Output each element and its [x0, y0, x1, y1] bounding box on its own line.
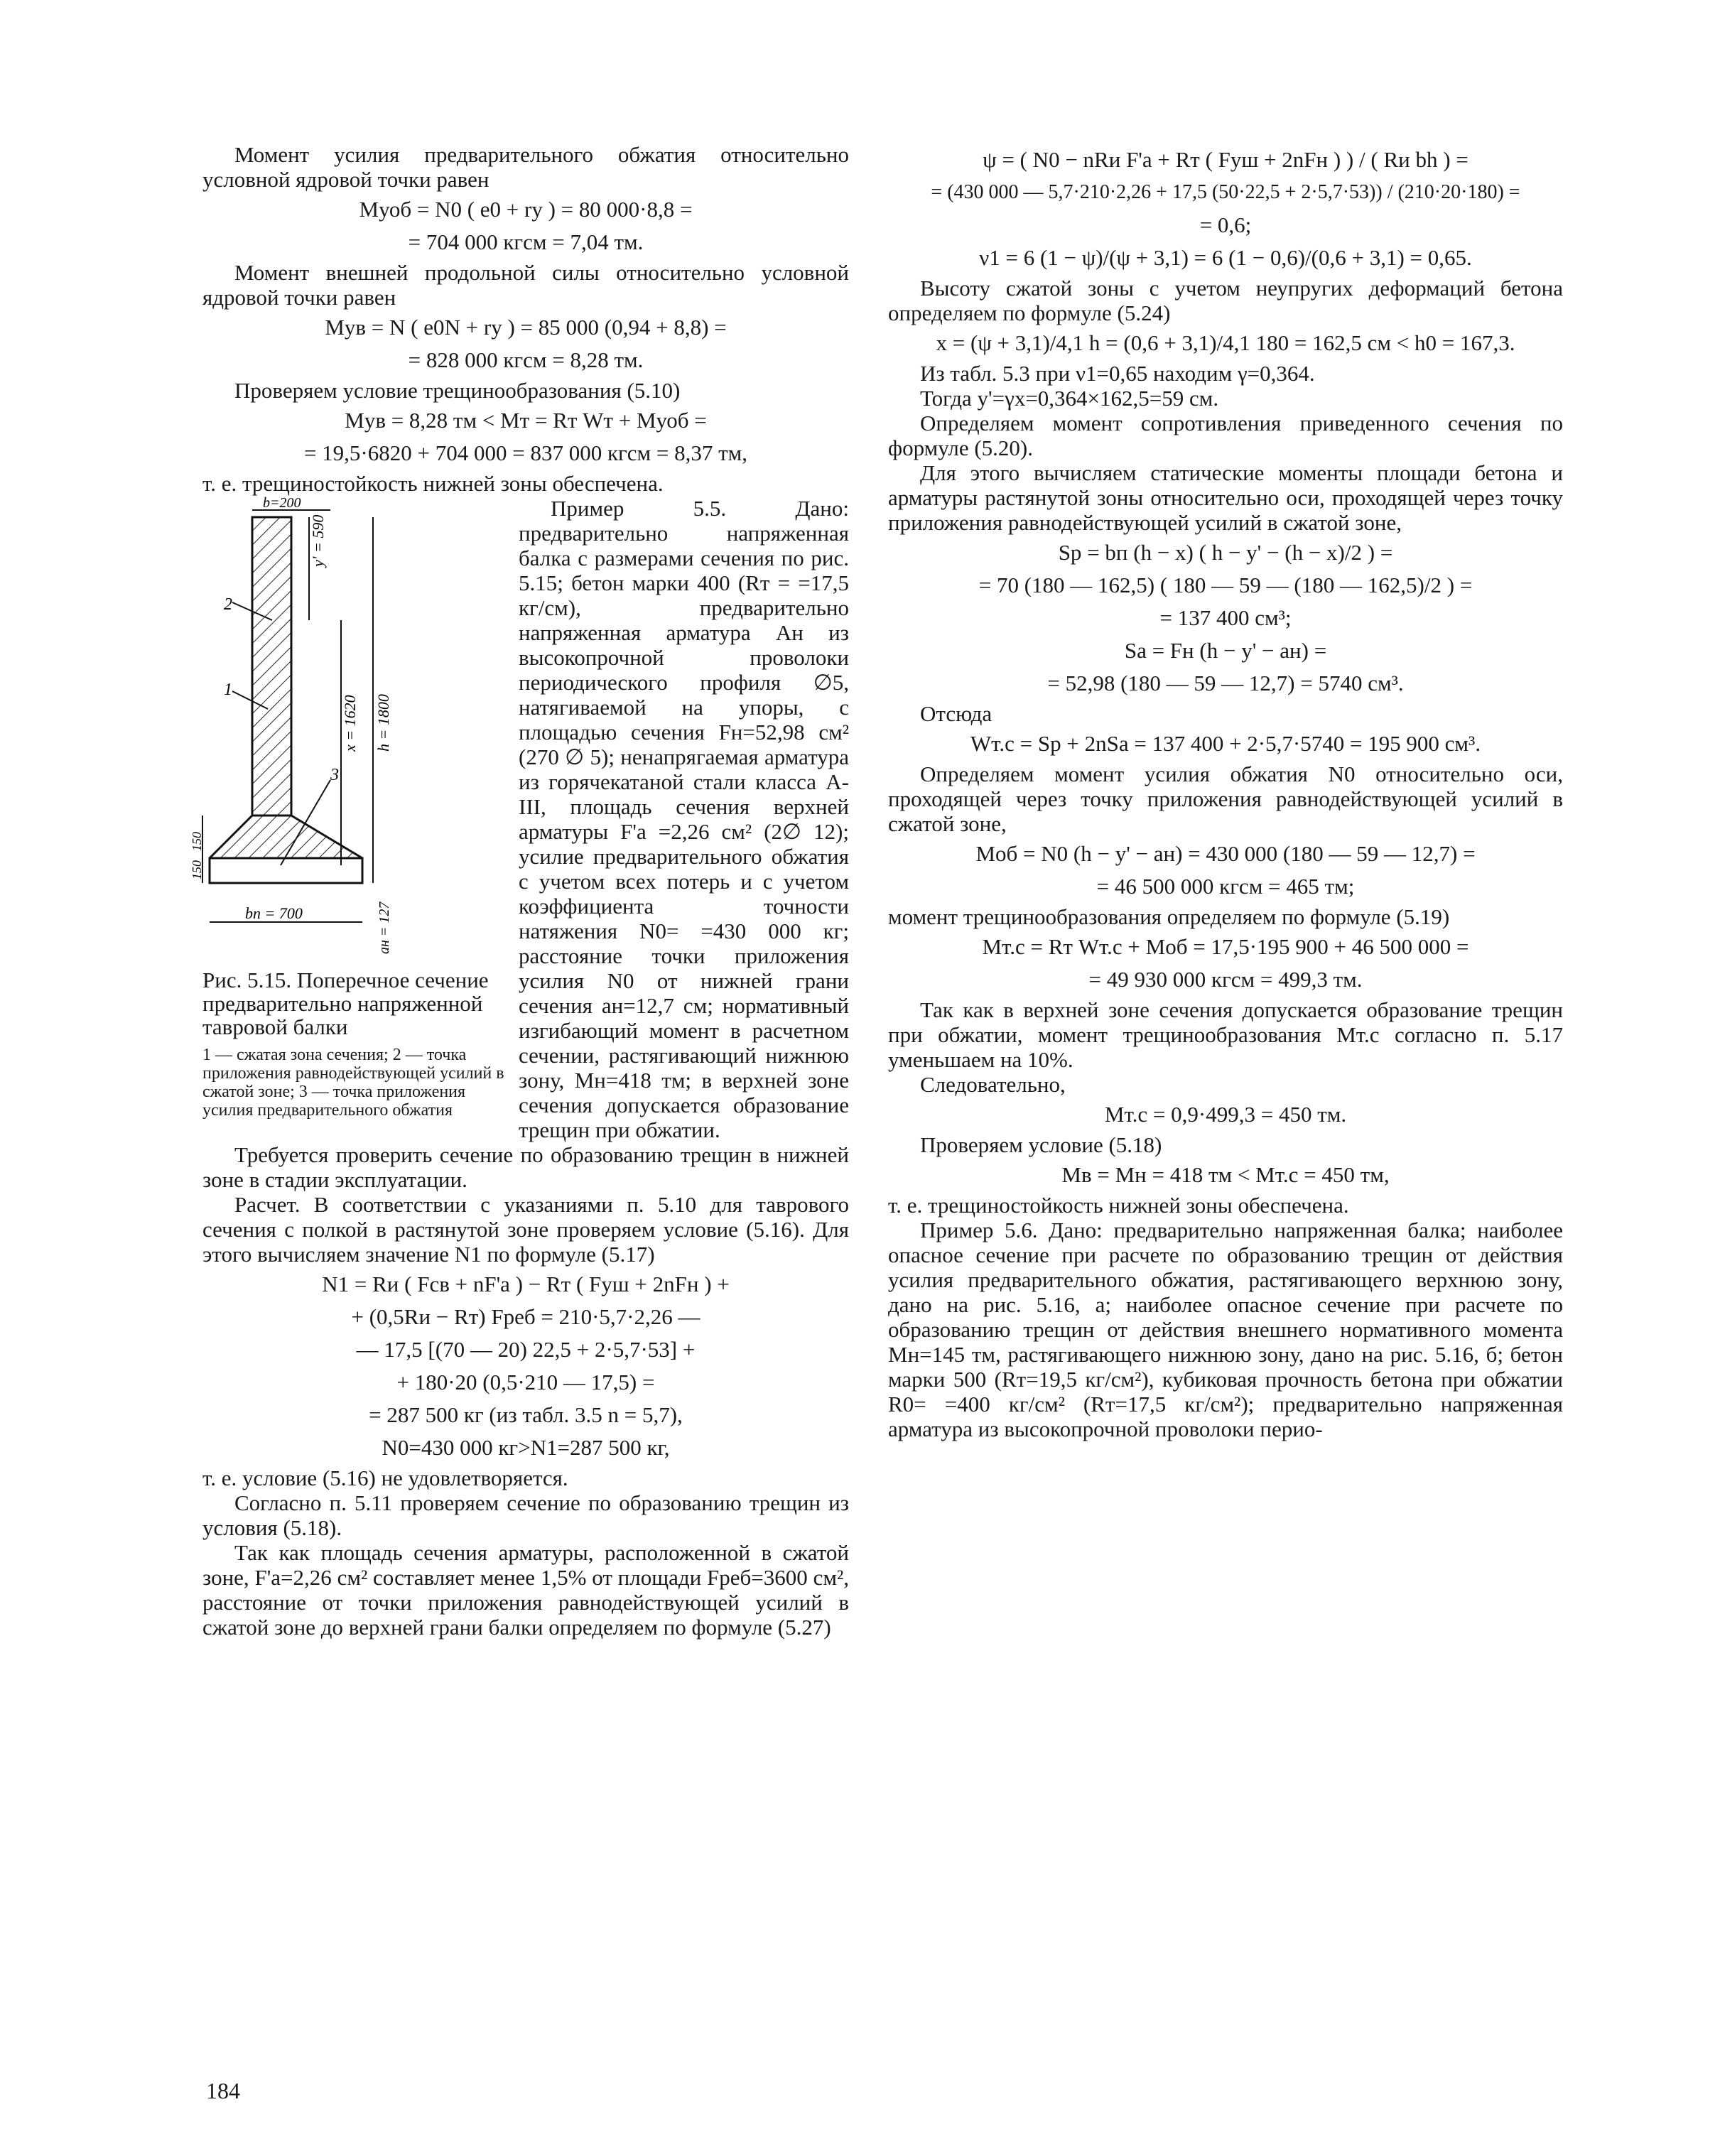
formula: + 180·20 (0,5·210 — 17,5) = — [396, 1370, 655, 1394]
formula: N0=430 000 кг>N1=287 500 кг, — [382, 1435, 670, 1460]
formula: — 17,5 [(70 — 20) 22,5 + 2·5,7·53] + — [356, 1337, 696, 1362]
formula: ν1 = 6 (1 − ψ)/(ψ + 3,1) = 6 (1 − 0,6)/(0,6 + 3,1) = 0,65. — [979, 245, 1472, 270]
web — [252, 517, 291, 816]
formula: = 137 400 см³; — [1159, 605, 1292, 630]
paragraph: Тогда y'=γx=0,364×162,5=59 см. — [920, 386, 1219, 411]
paragraph: Высоту сжатой зоны с учетом неупругих деформаций бетона определяем по формуле (5.24) — [888, 276, 1563, 325]
formula: = 46 500 000 кгсм = 465 тм; — [1096, 874, 1355, 899]
paragraph: Отсюда — [920, 701, 992, 726]
figure-caption: Рис. 5.15. Поперечное сечение предварительно напряженной тавровой балки — [202, 968, 489, 1039]
formula: = (430 000 — 5,7·210·2,26 + 17,5 (50·22,5 + 2·5,7·53)) / (210·20·180) = — [931, 181, 1520, 203]
formula: + (0,5Rи − Rт) Fреб = 210·5,7·2,26 — — [351, 1304, 701, 1329]
dim-flange-2: 150 — [190, 860, 204, 879]
formula: Mв = Mн = 418 тм < Mт.с = 450 тм, — [1061, 1162, 1390, 1187]
tee-beam-section-drawing — [190, 495, 508, 958]
formula: x = (ψ + 3,1)/4,1 h = (0,6 + 3,1)/4,1 180 = 162,5 см < h0 = 167,3. — [936, 330, 1515, 355]
dim-an: aн = 127 — [377, 901, 392, 954]
formula: Sр = bп (h − x) ( h − y' − (h − x)/2 ) = — [1058, 540, 1393, 565]
dim-b: b=200 — [263, 495, 301, 511]
right-column — [888, 142, 1563, 1441]
paragraph: Момент внешней продольной силы относительно условной ядровой точки равен — [202, 260, 849, 310]
paragraph: Следовательно, — [920, 1072, 1066, 1097]
paragraph: т. е. трещиностойкость нижней зоны обеспечена. — [202, 471, 664, 496]
callout-2: 2 — [224, 595, 232, 614]
formula: N1 = Rи ( Fсв + nF'а ) − Rт ( Fуш + 2nFн ) + — [322, 1272, 730, 1296]
paragraph: Проверяем условие (5.18) — [920, 1132, 1162, 1157]
paragraph: Из табл. 5.3 при ν1=0,65 находим γ=0,364. — [920, 361, 1315, 386]
example-5-6: Пример 5.6. Дано: предварительно напряженная балка; наиболее опасное сечение при расчете по образованию трещин от действия усилия предварительного обжатия, растягивающего верхнюю зону, дано на рис. 5.16, а; наиболее опасное сечение при расчете по образованию трещин от действия внешнего нормативного момента Mн=145 тм, растягивающего нижнюю зону, дано на рис. 5.16, б; бетон марки 500 (Rт=19,5 кг/см²), кубиковая прочность бетона при обжатии R0= =400 кг/см² (Rт=17,5 кг/см²); предварительно напряженная арматура из высокопрочной проволоки перио- — [888, 1218, 1563, 1441]
example-5-5: Пример 5.5. Дано: предварительно напряженная балка с размерами сечения по рис. 5.15; бетон марки 400 (Rт = =17,5 кг/см), предварительно напряженная арматура Aн из высокопрочной проволоки периодического профиля ∅5, натягиваемой на упоры, с площадью сечения Fн=52,98 см² (270 ∅ 5); ненапрягаемая арматура из горячекатаной стали класса A-III, площадь сечения верхней арматуры F'а =2,26 см² (2∅ 12); усилие предварительного обжатия с учетом всех потерь и с учетом коэффициента точности натяжения N0= =430 000 кг; расстояние точки приложения усилия N0 от нижней грани сечения aн=12,7 см; нормативный изгибающий момент в расчетном сечении, растягивающий нижнюю зону, Mн=418 тм; в верхней зоне сечения допускается образование трещин при обжатии. — [519, 496, 849, 1142]
formula: = 52,98 (180 — 59 — 12,7) = 5740 см³. — [1047, 671, 1404, 695]
formula: ψ = ( N0 − nRи F'а + Rт ( Fуш + 2nFн ) ) / ( Rи bh ) = — [983, 147, 1469, 172]
dim-x: x = 1620 — [341, 695, 359, 752]
paragraph: Определяем момент сопротивления приведенного сечения по формуле (5.20). — [888, 411, 1563, 460]
left-column — [190, 142, 849, 1640]
paragraph: Для этого вычисляем статические моменты площади бетона и арматуры растянутой зоны относительно оси, проходящей через точку приложения равнодействующей усилий в сжатой зоне, — [888, 460, 1563, 535]
paragraph: Так как в верхней зоне сечения допускается образование трещин при обжатии, момент трещинообразования Mт.с согласно п. 5.17 уменьшаем на 10%. — [888, 997, 1563, 1072]
paragraph: т. е. условие (5.16) не удовлетворяется. — [202, 1466, 568, 1490]
formula: = 287 500 кг (из табл. 3.5 n = 5,7), — [369, 1402, 683, 1427]
formula: = 828 000 кгсм = 8,28 тм. — [408, 347, 644, 372]
formula: Wт.с = Sр + 2nSа = 137 400 + 2·5,7·5740 = 195 900 см³. — [970, 731, 1481, 756]
formula: = 0,6; — [1199, 212, 1252, 237]
paragraph: т. е. трещиностойкость нижней зоны обеспечена. — [888, 1193, 1349, 1218]
formula: Mув = N ( e0N + rу ) = 85 000 (0,94 + 8,8) = — [325, 315, 727, 340]
figure-legend: 1 — сжатая зона сечения; 2 — точка приложения равнодействующей усилий в сжатой зоне; 3 — точка приложения усилия предварительного обжатия — [202, 1046, 504, 1120]
formula: Mт.с = Rт Wт.с + Mоб = 17,5·195 900 + 46 500 000 = — [982, 934, 1469, 959]
formula: Mоб = N0 (h − y' − aн) = 430 000 (180 — 59 — 12,7) = — [975, 841, 1476, 866]
formula: = 19,5·6820 + 704 000 = 837 000 кгсм = 8,37 тм, — [303, 440, 748, 465]
formula: Sа = Fн (h − y' − aн) = — [1124, 638, 1327, 663]
dim-bn: bп = 700 — [245, 904, 303, 922]
dim-h: h = 1800 — [374, 694, 392, 752]
formula: = 704 000 кгсм = 7,04 тм. — [408, 229, 644, 254]
paragraph: Расчет. В соответствии с указаниями п. 5.10 для таврового сечения с полкой в растянутой зоне проверяем условие (5.16). Для этого вычисляем значение N1 по формуле (5.17) — [202, 1192, 849, 1267]
callout-1: 1 — [224, 681, 232, 699]
formula: Mт.с = 0,9·499,3 = 450 тм. — [1104, 1102, 1347, 1127]
paragraph: Так как площадь сечения арматуры, расположенной в сжатой зоне, F'а=2,26 см² составляет менее 1,5% от площади Fреб=3600 см², расстояние от точки приложения равнодействующей усилий в сжатой зоне до верхней грани балки определяем по формуле (5.27) — [202, 1540, 849, 1640]
formula: Mув = 8,28 тм < Mт = Rт Wт + Mуоб = — [345, 408, 707, 433]
paragraph: Требуется проверить сечение по образованию трещин в нижней зоне в стадии эксплуатации. — [202, 1142, 849, 1192]
figure-5-15 — [190, 495, 508, 1120]
paragraph: Определяем момент усилия обжатия N0 относительно оси, проходящей через точку приложения равнодействующей усилий в сжатой зоне, — [888, 762, 1563, 836]
dim-y: y' = 590 — [309, 514, 327, 567]
callout-3: 3 — [330, 766, 339, 784]
paragraph: момент трещинообразования определяем по формуле (5.19) — [888, 904, 1450, 929]
dim-flange: 150 — [190, 832, 204, 851]
paragraph: Проверяем условие трещинообразования (5.10) — [234, 378, 681, 403]
paragraph: Момент усилия предварительного обжатия относительно условной ядровой точки равен — [202, 142, 849, 192]
formula: Mуоб = N0 ( e0 + rу ) = 80 000·8,8 = — [359, 197, 693, 222]
page-number: 184 — [206, 2078, 240, 2103]
formula: = 70 (180 — 162,5) ( 180 — 59 — (180 — 162,5)/2 ) = — [978, 573, 1473, 597]
paragraph: Согласно п. 5.11 проверяем сечение по образованию трещин из условия (5.18). — [202, 1490, 849, 1540]
formula: = 49 930 000 кгсм = 499,3 тм. — [1088, 967, 1363, 992]
